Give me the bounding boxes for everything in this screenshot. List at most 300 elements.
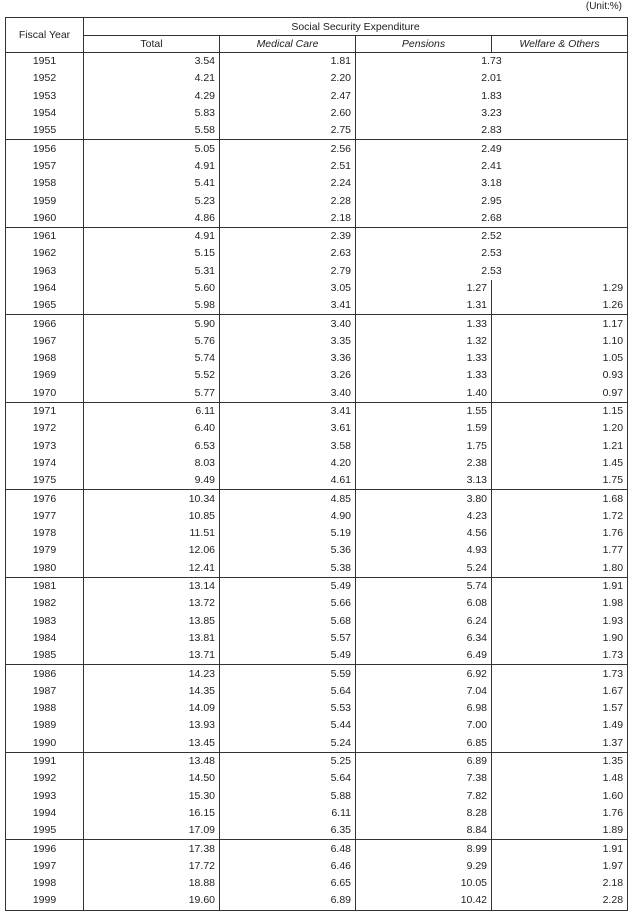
cell-fiscal-year: 1965 [6,297,84,315]
cell-medical-care: 2.63 [220,245,356,262]
header-pensions: Pensions [356,36,492,53]
cell-welfare-others: 1.37 [492,735,628,753]
cell-welfare-others: 1.80 [492,560,628,578]
cell-pensions: 1.33 [356,367,492,384]
cell-welfare-others: 0.93 [492,367,628,384]
cell-fiscal-year: 1979 [6,542,84,559]
cell-pensions: 9.29 [356,858,492,875]
header-group: Social Security Expenditure [84,18,628,36]
cell-total: 13.14 [84,577,220,595]
table-row [6,665,628,683]
table-row [6,263,628,280]
cell-total: 5.74 [84,350,220,367]
cell-fiscal-year: 1994 [6,805,84,822]
cell-pensions: 6.92 [356,665,492,683]
cell-total: 13.48 [84,752,220,770]
cell-medical-care: 5.44 [220,717,356,734]
cell-pensions: 2.38 [356,455,492,472]
cell-pensions-welfare-combined [356,53,628,71]
cell-pensions: 1.27 [356,280,492,297]
cell-total: 4.91 [84,227,220,245]
cell-welfare-others: 1.73 [492,665,628,683]
combined-value: 2.49 [481,142,502,155]
cell-welfare-others: 1.72 [492,508,628,525]
header-medical-care: Medical Care [220,36,356,53]
unit-label: (Unit:%) [585,1,622,12]
cell-pensions-welfare-combined [356,210,628,228]
table-row [6,122,628,140]
cell-welfare-others: 1.67 [492,683,628,700]
cell-total: 5.76 [84,333,220,350]
table-row [6,717,628,734]
cell-pensions: 6.49 [356,647,492,665]
cell-fiscal-year: 1959 [6,192,84,209]
cell-total: 6.11 [84,402,220,420]
table-row [6,402,628,420]
cell-fiscal-year: 1992 [6,770,84,787]
cell-total: 4.91 [84,158,220,175]
cell-pensions: 1.32 [356,333,492,350]
table-row [6,752,628,770]
cell-fiscal-year: 1970 [6,385,84,403]
cell-fiscal-year: 1997 [6,858,84,875]
table-row [6,892,628,910]
cell-pensions: 8.84 [356,822,492,840]
cell-medical-care: 3.05 [220,280,356,297]
cell-pensions-welfare-combined [356,122,628,140]
cell-total: 13.81 [84,630,220,647]
cell-total: 13.71 [84,647,220,665]
cell-fiscal-year: 1998 [6,875,84,892]
table-row [6,770,628,787]
combined-value: 3.23 [481,107,502,120]
cell-welfare-others: 1.76 [492,805,628,822]
table-row [6,542,628,559]
cell-fiscal-year: 1969 [6,367,84,384]
combined-value: 2.83 [481,124,502,137]
cell-medical-care: 2.28 [220,192,356,209]
cell-welfare-others: 1.15 [492,402,628,420]
table-row [6,438,628,455]
cell-welfare-others: 1.45 [492,455,628,472]
cell-pensions-welfare-combined [356,158,628,175]
cell-fiscal-year: 1975 [6,472,84,490]
cell-medical-care: 2.18 [220,210,356,228]
combined-value: 1.83 [481,89,502,102]
cell-pensions: 1.59 [356,420,492,437]
table-row [6,735,628,753]
cell-pensions: 10.05 [356,875,492,892]
cell-total: 17.72 [84,858,220,875]
cell-medical-care: 5.88 [220,787,356,804]
table-row [6,333,628,350]
combined-value: 2.01 [481,72,502,85]
table-row [6,787,628,804]
table-row [6,683,628,700]
cell-pensions: 10.42 [356,892,492,910]
cell-medical-care: 2.39 [220,227,356,245]
cell-total: 5.23 [84,192,220,209]
cell-pensions: 4.93 [356,542,492,559]
cell-fiscal-year: 1989 [6,717,84,734]
cell-pensions: 6.08 [356,595,492,612]
cell-pensions: 3.80 [356,490,492,508]
cell-total: 14.50 [84,770,220,787]
cell-total: 6.40 [84,420,220,437]
cell-medical-care: 2.60 [220,105,356,122]
cell-welfare-others: 1.60 [492,787,628,804]
table-row [6,280,628,297]
cell-pensions: 7.00 [356,717,492,734]
table-row [6,455,628,472]
cell-welfare-others: 1.20 [492,420,628,437]
cell-welfare-others: 1.57 [492,700,628,717]
table-row [6,53,628,71]
cell-pensions: 8.99 [356,840,492,858]
cell-medical-care: 6.11 [220,805,356,822]
table-row [6,385,628,403]
cell-medical-care: 5.66 [220,595,356,612]
cell-fiscal-year: 1952 [6,70,84,87]
combined-value: 3.18 [481,177,502,190]
cell-welfare-others: 1.26 [492,297,628,315]
header-fiscal-year: Fiscal Year [6,18,84,53]
table-row [6,140,628,158]
cell-medical-care: 5.36 [220,542,356,559]
cell-fiscal-year: 1951 [6,53,84,71]
table-row [6,472,628,490]
cell-medical-care: 3.61 [220,420,356,437]
cell-medical-care: 2.79 [220,263,356,280]
table-row [6,560,628,578]
table-row [6,805,628,822]
cell-pensions: 6.34 [356,630,492,647]
cell-welfare-others: 1.76 [492,525,628,542]
cell-fiscal-year: 1983 [6,613,84,630]
cell-welfare-others: 0.97 [492,385,628,403]
cell-medical-care: 2.56 [220,140,356,158]
cell-total: 5.98 [84,297,220,315]
cell-pensions-welfare-combined [356,192,628,209]
cell-pensions: 5.74 [356,577,492,595]
cell-total: 4.86 [84,210,220,228]
table-row [6,858,628,875]
cell-welfare-others: 1.49 [492,717,628,734]
cell-fiscal-year: 1976 [6,490,84,508]
cell-medical-care: 3.35 [220,333,356,350]
cell-fiscal-year: 1968 [6,350,84,367]
cell-total: 5.58 [84,122,220,140]
cell-fiscal-year: 1993 [6,787,84,804]
cell-pensions-welfare-combined [356,88,628,105]
cell-total: 5.83 [84,105,220,122]
cell-pensions-welfare-combined [356,263,628,280]
cell-pensions: 1.31 [356,297,492,315]
cell-fiscal-year: 1973 [6,438,84,455]
cell-medical-care: 2.75 [220,122,356,140]
cell-fiscal-year: 1974 [6,455,84,472]
cell-pensions: 6.89 [356,752,492,770]
table-row [6,647,628,665]
cell-welfare-others: 1.48 [492,770,628,787]
cell-welfare-others: 2.28 [492,892,628,910]
cell-medical-care: 6.48 [220,840,356,858]
cell-total: 13.93 [84,717,220,734]
cell-welfare-others: 1.98 [492,595,628,612]
combined-value: 2.53 [481,264,502,277]
cell-total: 5.31 [84,263,220,280]
cell-medical-care: 5.53 [220,700,356,717]
cell-pensions: 7.38 [356,770,492,787]
cell-medical-care: 5.24 [220,735,356,753]
cell-total: 5.41 [84,175,220,192]
cell-welfare-others: 1.91 [492,577,628,595]
cell-welfare-others: 1.35 [492,752,628,770]
table-row [6,210,628,228]
cell-total: 4.21 [84,70,220,87]
cell-fiscal-year: 1982 [6,595,84,612]
cell-fiscal-year: 1987 [6,683,84,700]
cell-pensions: 4.23 [356,508,492,525]
cell-medical-care: 5.49 [220,647,356,665]
cell-pensions: 1.33 [356,350,492,367]
cell-medical-care: 4.85 [220,490,356,508]
table-row [6,227,628,245]
combined-value: 1.73 [481,55,502,68]
cell-medical-care: 5.68 [220,613,356,630]
cell-fiscal-year: 1999 [6,892,84,910]
cell-medical-care: 5.38 [220,560,356,578]
cell-medical-care: 4.90 [220,508,356,525]
cell-total: 5.05 [84,140,220,158]
cell-medical-care: 5.19 [220,525,356,542]
cell-pensions: 7.82 [356,787,492,804]
cell-fiscal-year: 1967 [6,333,84,350]
table-row [6,630,628,647]
cell-fiscal-year: 1963 [6,263,84,280]
cell-medical-care: 4.61 [220,472,356,490]
table-row [6,840,628,858]
combined-value: 2.41 [481,159,502,172]
cell-pensions: 8.28 [356,805,492,822]
cell-fiscal-year: 1986 [6,665,84,683]
cell-medical-care: 6.89 [220,892,356,910]
table-row [6,508,628,525]
table-body [6,53,628,911]
cell-fiscal-year: 1995 [6,822,84,840]
cell-medical-care: 5.25 [220,752,356,770]
cell-medical-care: 3.41 [220,297,356,315]
table-row [6,158,628,175]
cell-fiscal-year: 1972 [6,420,84,437]
cell-welfare-others: 1.90 [492,630,628,647]
cell-medical-care: 6.65 [220,875,356,892]
cell-pensions-welfare-combined [356,70,628,87]
cell-pensions: 6.85 [356,735,492,753]
cell-total: 18.88 [84,875,220,892]
cell-total: 16.15 [84,805,220,822]
cell-pensions: 6.24 [356,613,492,630]
cell-total: 12.41 [84,560,220,578]
cell-total: 19.60 [84,892,220,910]
cell-fiscal-year: 1991 [6,752,84,770]
cell-pensions: 1.40 [356,385,492,403]
cell-medical-care: 5.64 [220,770,356,787]
cell-total: 17.09 [84,822,220,840]
cell-total: 6.53 [84,438,220,455]
table-row [6,297,628,315]
cell-welfare-others: 1.10 [492,333,628,350]
cell-welfare-others: 1.75 [492,472,628,490]
cell-medical-care: 5.57 [220,630,356,647]
cell-total: 10.34 [84,490,220,508]
cell-medical-care: 3.36 [220,350,356,367]
cell-pensions: 4.56 [356,525,492,542]
cell-medical-care: 2.47 [220,88,356,105]
table-row [6,420,628,437]
combined-value: 2.53 [481,247,502,260]
cell-fiscal-year: 1981 [6,577,84,595]
cell-pensions-welfare-combined [356,175,628,192]
cell-medical-care: 6.35 [220,822,356,840]
cell-welfare-others: 1.68 [492,490,628,508]
cell-total: 15.30 [84,787,220,804]
cell-welfare-others: 1.97 [492,858,628,875]
cell-total: 12.06 [84,542,220,559]
cell-medical-care: 4.20 [220,455,356,472]
cell-total: 5.60 [84,280,220,297]
cell-pensions: 1.75 [356,438,492,455]
cell-medical-care: 1.81 [220,53,356,71]
cell-pensions-welfare-combined [356,105,628,122]
table-row [6,70,628,87]
table-row [6,350,628,367]
cell-fiscal-year: 1985 [6,647,84,665]
table-row [6,595,628,612]
social-security-table [5,17,628,911]
cell-medical-care: 6.46 [220,858,356,875]
cell-total: 14.09 [84,700,220,717]
table-row [6,822,628,840]
cell-fiscal-year: 1954 [6,105,84,122]
table-header [6,18,628,53]
cell-welfare-others: 1.91 [492,840,628,858]
cell-total: 13.45 [84,735,220,753]
cell-total: 4.29 [84,88,220,105]
table-row [6,175,628,192]
cell-medical-care: 5.49 [220,577,356,595]
cell-pensions-welfare-combined [356,227,628,245]
cell-fiscal-year: 1957 [6,158,84,175]
cell-pensions: 1.55 [356,402,492,420]
header-welfare-others: Welfare & Others [492,36,628,53]
cell-welfare-others: 1.73 [492,647,628,665]
table-row [6,700,628,717]
cell-total: 10.85 [84,508,220,525]
table-row [6,88,628,105]
cell-fiscal-year: 1958 [6,175,84,192]
cell-total: 5.77 [84,385,220,403]
combined-value: 2.68 [481,211,502,224]
cell-medical-care: 3.40 [220,315,356,333]
table-row [6,245,628,262]
cell-total: 5.90 [84,315,220,333]
cell-fiscal-year: 1990 [6,735,84,753]
cell-total: 3.54 [84,53,220,71]
cell-medical-care: 3.58 [220,438,356,455]
cell-fiscal-year: 1977 [6,508,84,525]
cell-welfare-others: 1.29 [492,280,628,297]
cell-fiscal-year: 1996 [6,840,84,858]
cell-fiscal-year: 1953 [6,88,84,105]
cell-medical-care: 2.51 [220,158,356,175]
cell-fiscal-year: 1966 [6,315,84,333]
cell-fiscal-year: 1956 [6,140,84,158]
cell-medical-care: 5.59 [220,665,356,683]
cell-welfare-others: 1.05 [492,350,628,367]
cell-pensions: 6.98 [356,700,492,717]
cell-fiscal-year: 1971 [6,402,84,420]
table-row [6,875,628,892]
table-row [6,490,628,508]
cell-total: 13.85 [84,613,220,630]
cell-medical-care: 3.41 [220,402,356,420]
cell-welfare-others: 1.93 [492,613,628,630]
combined-value: 2.95 [481,194,502,207]
table-row [6,192,628,209]
combined-value: 2.52 [481,230,502,243]
table-row [6,525,628,542]
header-total: Total [84,36,220,53]
cell-pensions: 5.24 [356,560,492,578]
table-row [6,315,628,333]
cell-pensions-welfare-combined [356,140,628,158]
cell-total: 8.03 [84,455,220,472]
cell-welfare-others: 1.17 [492,315,628,333]
cell-total: 14.35 [84,683,220,700]
cell-pensions-welfare-combined [356,245,628,262]
cell-welfare-others: 2.18 [492,875,628,892]
cell-total: 11.51 [84,525,220,542]
cell-pensions: 7.04 [356,683,492,700]
cell-fiscal-year: 1964 [6,280,84,297]
cell-fiscal-year: 1962 [6,245,84,262]
cell-pensions: 3.13 [356,472,492,490]
cell-total: 5.52 [84,367,220,384]
cell-fiscal-year: 1960 [6,210,84,228]
cell-medical-care: 3.40 [220,385,356,403]
cell-medical-care: 2.20 [220,70,356,87]
cell-medical-care: 3.26 [220,367,356,384]
cell-welfare-others: 1.21 [492,438,628,455]
cell-medical-care: 5.64 [220,683,356,700]
cell-fiscal-year: 1978 [6,525,84,542]
cell-fiscal-year: 1961 [6,227,84,245]
table-row [6,105,628,122]
cell-fiscal-year: 1980 [6,560,84,578]
cell-medical-care: 2.24 [220,175,356,192]
cell-pensions: 1.33 [356,315,492,333]
cell-total: 9.49 [84,472,220,490]
table-row [6,613,628,630]
cell-total: 17.38 [84,840,220,858]
table-row [6,367,628,384]
table-row [6,577,628,595]
cell-fiscal-year: 1955 [6,122,84,140]
cell-fiscal-year: 1984 [6,630,84,647]
cell-total: 13.72 [84,595,220,612]
cell-total: 5.15 [84,245,220,262]
